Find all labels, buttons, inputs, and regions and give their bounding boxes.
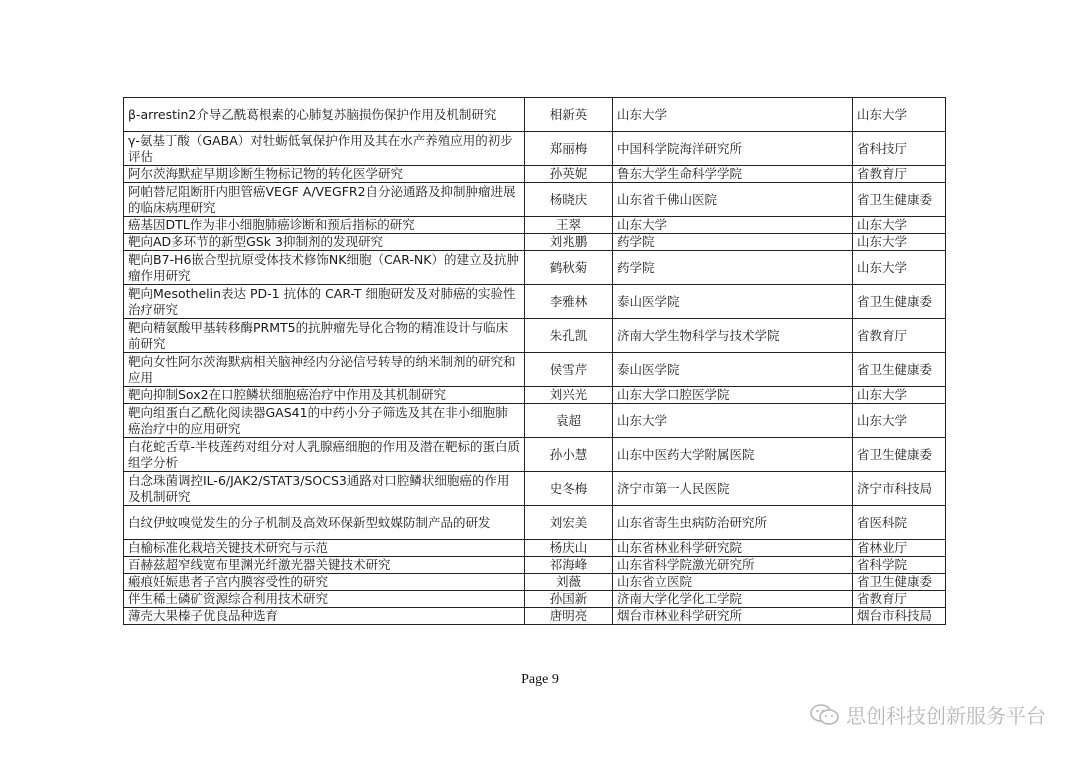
table-row	[124, 557, 946, 574]
recommending-department-cell: 省教育厅	[853, 166, 946, 183]
project-title-cell: 靶向AD多环节的新型GSk 3抑制剂的发现研究	[124, 234, 525, 251]
principal-investigator-cell: 刘兆鹏	[525, 234, 613, 251]
table-row	[124, 472, 946, 506]
principal-investigator-cell: 刘薇	[525, 574, 613, 591]
institution-cell: 泰山医学院	[613, 285, 853, 319]
principal-investigator-cell: 郑丽梅	[525, 132, 613, 166]
principal-investigator-cell: 李雅林	[525, 285, 613, 319]
project-title-cell: 百赫兹超窄线宽布里渊光纤激光器关键技术研究	[124, 557, 525, 574]
table-row	[124, 166, 946, 183]
project-title-cell: 白榆标准化栽培关键技术研究与示范	[124, 540, 525, 557]
wechat-icon	[810, 703, 840, 727]
recommending-department-cell: 山东大学	[853, 404, 946, 438]
table-row	[124, 98, 946, 132]
table-row	[124, 506, 946, 540]
principal-investigator-cell: 杨晓庆	[525, 183, 613, 217]
institution-cell: 山东大学口腔医学院	[613, 387, 853, 404]
table-row	[124, 319, 946, 353]
institution-cell: 济南大学生物科学与技术学院	[613, 319, 853, 353]
institution-cell: 山东省林业科学研究院	[613, 540, 853, 557]
institution-cell: 山东省立医院	[613, 574, 853, 591]
recommending-department-cell: 山东大学	[853, 387, 946, 404]
table-row	[124, 540, 946, 557]
recommending-department-cell: 山东大学	[853, 217, 946, 234]
table-body	[124, 98, 946, 625]
project-title-cell: 靶向精氨酸甲基转移酶PRMT5的抗肿瘤先导化合物的精准设计与临床前研究	[124, 319, 525, 353]
table-row	[124, 353, 946, 387]
project-title-cell: 靶向B7-H6嵌合型抗原受体技术修饰NK细胞（CAR-NK）的建立及抗肿瘤作用研究	[124, 251, 525, 285]
principal-investigator-cell: 史冬梅	[525, 472, 613, 506]
institution-cell: 烟台市林业科学研究所	[613, 608, 853, 625]
principal-investigator-cell: 鹤秋菊	[525, 251, 613, 285]
principal-investigator-cell: 侯雪芹	[525, 353, 613, 387]
project-title-cell: 白纹伊蚊嗅觉发生的分子机制及高效环保新型蚊媒防制产品的研发	[124, 506, 525, 540]
project-table	[123, 97, 946, 625]
project-title-cell: 癌基因DTL作为非小细胞肺癌诊断和预后指标的研究	[124, 217, 525, 234]
table-row	[124, 591, 946, 608]
principal-investigator-cell: 唐明亮	[525, 608, 613, 625]
table-row	[124, 608, 946, 625]
principal-investigator-cell: 相新英	[525, 98, 613, 132]
recommending-department-cell: 省卫生健康委	[853, 285, 946, 319]
table-row	[124, 574, 946, 591]
project-title-cell: 靶向抑制Sox2在口腔鳞状细胞癌治疗中作用及其机制研究	[124, 387, 525, 404]
project-title-cell: 薄壳大果榛子优良品种选育	[124, 608, 525, 625]
project-title-cell: 瘢痕妊娠患者子宫内膜容受性的研究	[124, 574, 525, 591]
project-title-cell: 靶向组蛋白乙酰化阅读器GAS41的中药小分子筛选及其在非小细胞肺癌治疗中的应用研究	[124, 404, 525, 438]
table-row	[124, 183, 946, 217]
recommending-department-cell: 省科技厅	[853, 132, 946, 166]
recommending-department-cell: 省卫生健康委	[853, 438, 946, 472]
recommending-department-cell: 省卫生健康委	[853, 183, 946, 217]
principal-investigator-cell: 孙小慧	[525, 438, 613, 472]
table-row	[124, 132, 946, 166]
institution-cell: 山东中医药大学附属医院	[613, 438, 853, 472]
institution-cell: 鲁东大学生命科学学院	[613, 166, 853, 183]
recommending-department-cell: 山东大学	[853, 98, 946, 132]
table-row	[124, 387, 946, 404]
institution-cell: 山东大学	[613, 404, 853, 438]
recommending-department-cell: 山东大学	[853, 234, 946, 251]
recommending-department-cell: 省科学院	[853, 557, 946, 574]
recommending-department-cell: 山东大学	[853, 251, 946, 285]
principal-investigator-cell: 祁海峰	[525, 557, 613, 574]
principal-investigator-cell: 孙英妮	[525, 166, 613, 183]
institution-cell: 济南大学化学化工学院	[613, 591, 853, 608]
recommending-department-cell: 省卫生健康委	[853, 353, 946, 387]
page-number: Page 9	[521, 672, 559, 687]
institution-cell: 山东省科学院激光研究所	[613, 557, 853, 574]
table-row	[124, 285, 946, 319]
project-title-cell: 白念珠菌调控IL-6/JAK2/STAT3/SOCS3通路对口腔鳞状细胞癌的作用及机制研究	[124, 472, 525, 506]
institution-cell: 泰山医学院	[613, 353, 853, 387]
institution-cell: 山东大学	[613, 98, 853, 132]
table-row	[124, 217, 946, 234]
institution-cell: 药学院	[613, 251, 853, 285]
recommending-department-cell: 省林业厅	[853, 540, 946, 557]
principal-investigator-cell: 杨庆山	[525, 540, 613, 557]
project-title-cell: 阿尔茨海默症早期诊断生物标记物的转化医学研究	[124, 166, 525, 183]
principal-investigator-cell: 刘兴光	[525, 387, 613, 404]
project-title-cell: 白花蛇舌草-半枝莲药对组分对人乳腺癌细胞的作用及潜在靶标的蛋白质组学分析	[124, 438, 525, 472]
recommending-department-cell: 济宁市科技局	[853, 472, 946, 506]
institution-cell: 山东省寄生虫病防治研究所	[613, 506, 853, 540]
project-title-cell: 靶向Mesothelin表达 PD-1 抗体的 CAR-T 细胞研发及对肺癌的实验性治疗研究	[124, 285, 525, 319]
institution-cell: 山东大学	[613, 217, 853, 234]
recommending-department-cell: 省医科院	[853, 506, 946, 540]
project-title-cell: 阿帕替尼阻断肝内胆管癌VEGF A/VEGFR2自分泌通路及抑制肿瘤进展的临床病理研究	[124, 183, 525, 217]
recommending-department-cell: 省卫生健康委	[853, 574, 946, 591]
institution-cell: 药学院	[613, 234, 853, 251]
institution-cell: 山东省千佛山医院	[613, 183, 853, 217]
principal-investigator-cell: 王翠	[525, 217, 613, 234]
project-title-cell: β-arrestin2介导乙酰葛根素的心肺复苏脑损伤保护作用及机制研究	[124, 98, 525, 132]
project-title-cell: 伴生稀土磷矿资源综合利用技术研究	[124, 591, 525, 608]
project-title-cell: γ-氨基丁酸（GABA）对牡蛎低氧保护作用及其在水产养殖应用的初步评估	[124, 132, 525, 166]
recommending-department-cell: 省教育厅	[853, 591, 946, 608]
watermark-text: 思创科技创新服务平台	[846, 704, 1046, 728]
principal-investigator-cell: 孙国新	[525, 591, 613, 608]
principal-investigator-cell: 朱孔凯	[525, 319, 613, 353]
table-row	[124, 404, 946, 438]
recommending-department-cell: 烟台市科技局	[853, 608, 946, 625]
principal-investigator-cell: 刘宏美	[525, 506, 613, 540]
table-row	[124, 234, 946, 251]
principal-investigator-cell: 袁超	[525, 404, 613, 438]
table-row	[124, 251, 946, 285]
watermark	[810, 700, 1046, 729]
institution-cell: 济宁市第一人民医院	[613, 472, 853, 506]
table-row	[124, 438, 946, 472]
project-title-cell: 靶向女性阿尔茨海默病相关脑神经内分泌信号转导的纳米制剂的研究和应用	[124, 353, 525, 387]
institution-cell: 中国科学院海洋研究所	[613, 132, 853, 166]
recommending-department-cell: 省教育厅	[853, 319, 946, 353]
